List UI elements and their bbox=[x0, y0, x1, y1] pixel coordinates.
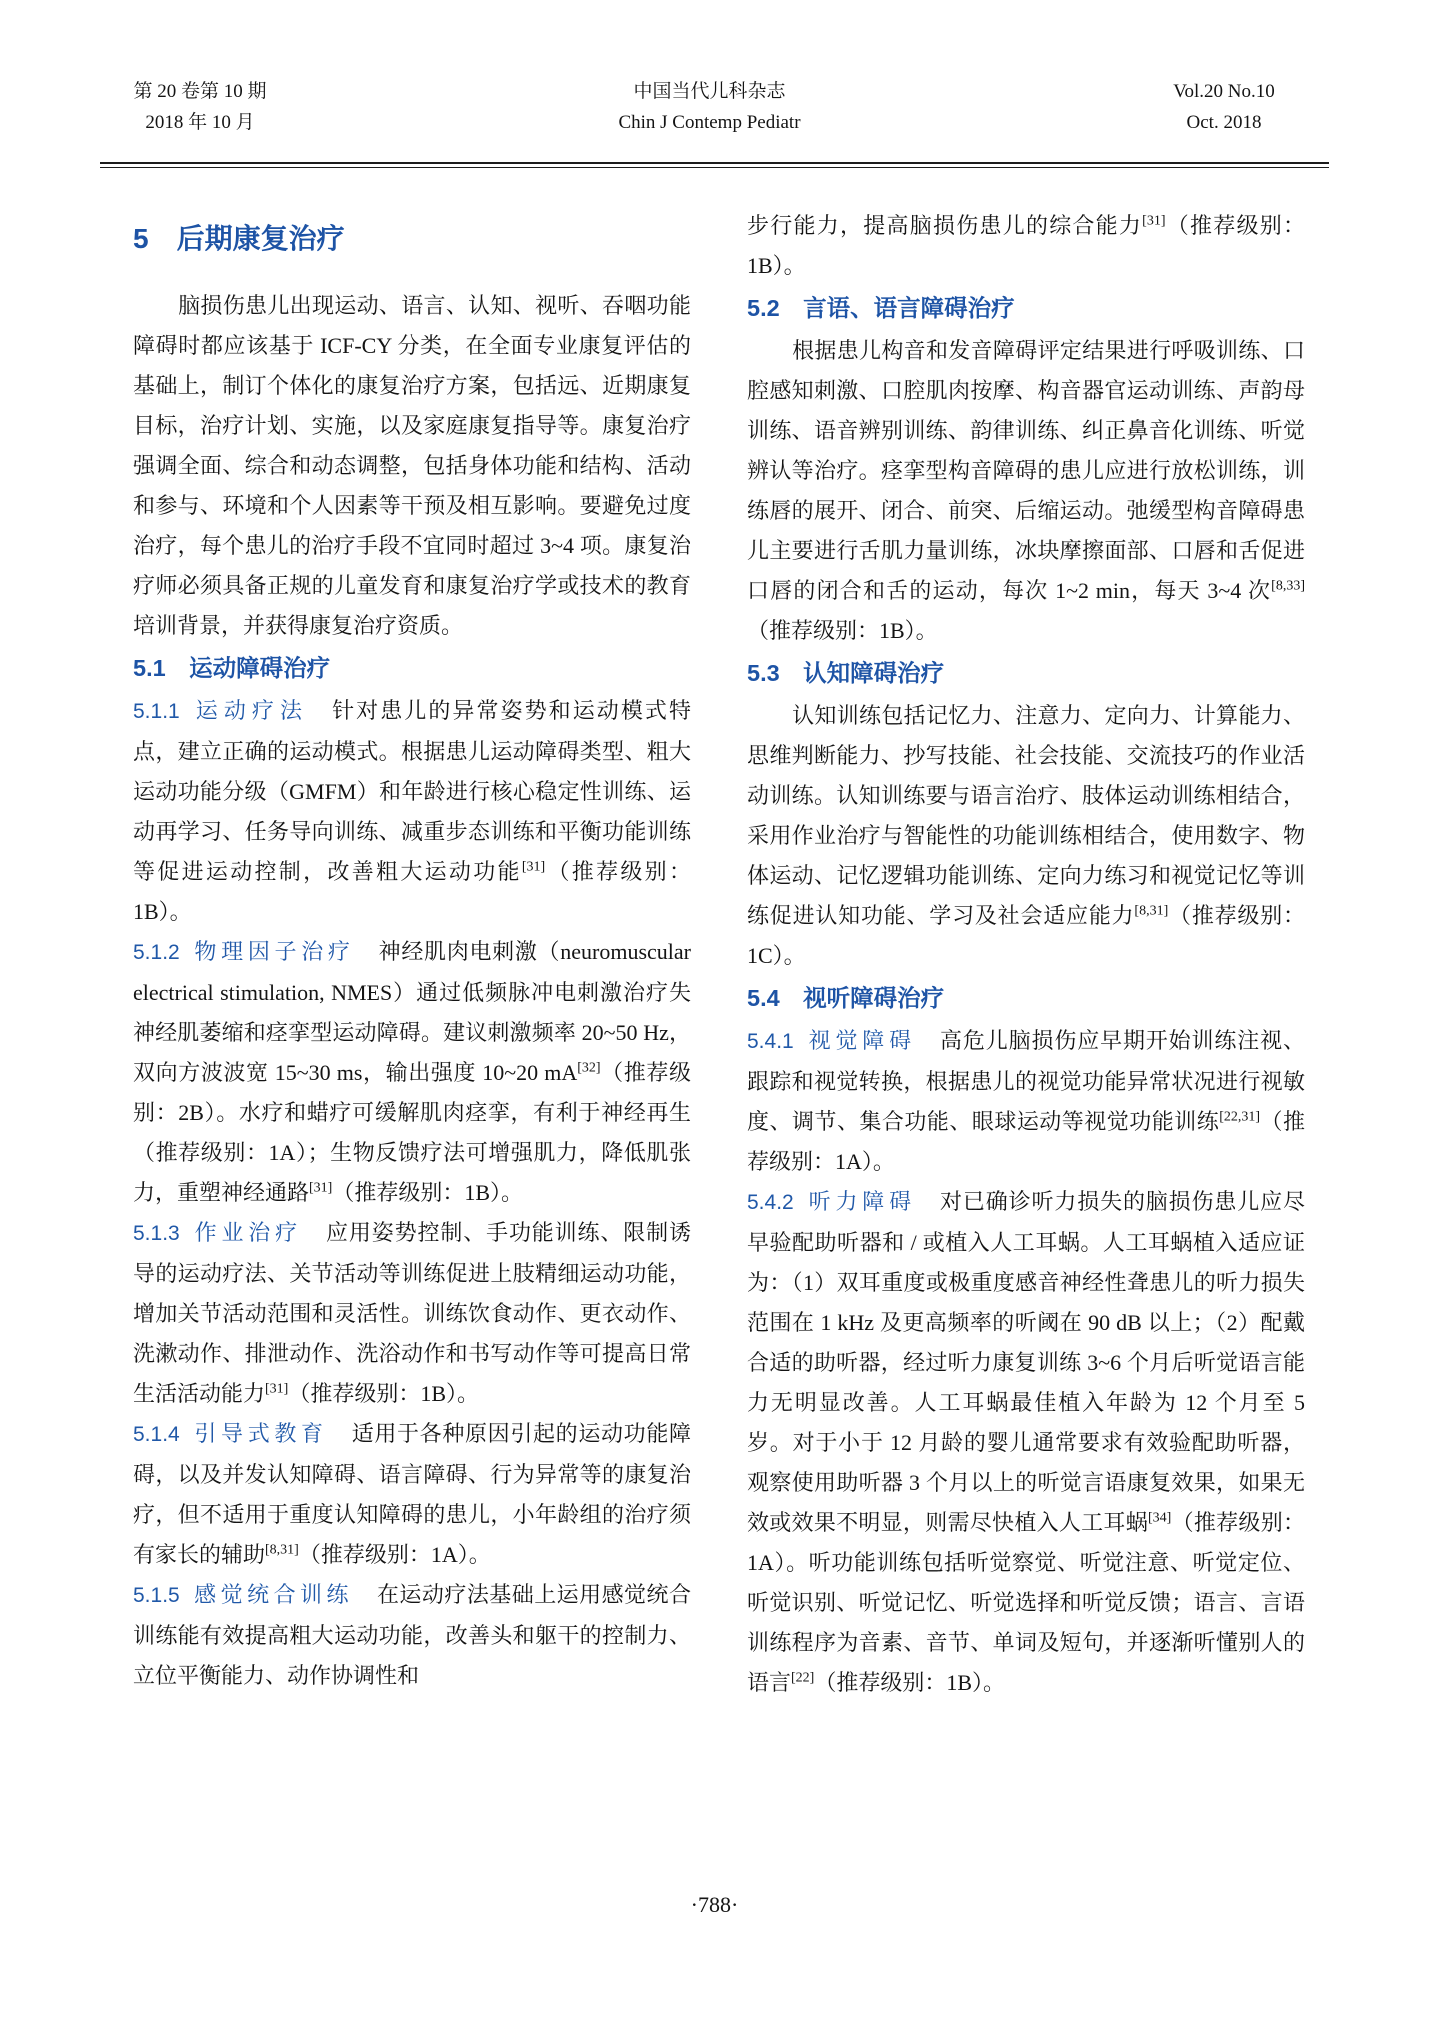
section-5-4-title: 5.4 视听障碍治疗 bbox=[747, 985, 945, 1011]
section-5-2-title: 5.2 言语、语言障碍治疗 bbox=[747, 295, 1015, 321]
header-volume-en: Vol.20 No.10 bbox=[1173, 81, 1275, 102]
section-5-1-2-paragraph: 5.1.2 物理因子治疗 神经肌肉电刺激（neuromuscular electrical stimulation, NMES）通过低频脉冲电刺激治疗失神经肌萎缩和痉挛型运动障碍。建议刺激频率 20~50 Hz，双向方波波宽 15~30 ms，输出强度 10~20 mA[32]（推荐级别：2B）。水疗和蜡疗可缓解肌肉痉挛，有利于神经再生（推荐级别：1A）；生物反馈疗法可增强肌力，降低肌张力，重塑神经通路[31]（推荐级别：1B）。 bbox=[133, 939, 691, 1205]
header-divider-rule bbox=[100, 162, 1329, 168]
header-journal-title-en: Chin J Contemp Pediatr bbox=[618, 112, 801, 133]
section-5-3-title: 5.3 认知障碍治疗 bbox=[747, 660, 945, 686]
section-5-3-paragraph: 认知训练包括记忆力、注意力、定向力、计算能力、思维判断能力、抄写技能、社会技能、交流技巧的作业活动训练。认知训练要与语言治疗、肢体运动训练相结合，采用作业治疗与智能性的功能训练相结合，使用数字、物体运动、记忆逻辑功能训练、定向力练习和视觉记忆等训练促进认知功能、学习及社会适应能力[8,31]（推荐级别：1C）。 bbox=[747, 703, 1305, 968]
section-5-intro-paragraph: 脑损伤患儿出现运动、语言、认知、视听、吞咽功能障碍时都应该基于 ICF-CY 分类，在全面专业康复评估的基础上，制订个体化的康复治疗方案，包括远、近期康复目标，治疗计划、实施，以及家庭康复指导等。康复治疗强调全面、综合和动态调整，包括身体功能和结构、活动和参与、环境和个人因素等干预及相互影响。要避免过度治疗，每个患儿的治疗手段不宜同时超过 3~4 项。康复治疗师必须具备正规的儿童发育和康复治疗学或技术的教育培训背景，并获得康复治疗资质。 bbox=[133, 293, 691, 638]
header-volume-block-en bbox=[1119, 76, 1329, 138]
page-number: ·788· bbox=[690, 1892, 739, 1917]
left-column bbox=[133, 206, 691, 1696]
header-volume-issue: 第 20 卷第 10 期 bbox=[133, 81, 267, 102]
section-5-1-4-paragraph: 5.1.4 引导式教育 适用于各种原因引起的运动功能障碍，以及并发认知障碍、语言障碍、行为异常等的康复治疗，但不适用于重度认知障碍的患儿，小年龄组的治疗须有家长的辅助[8,31]（推荐级别：1A）。 bbox=[133, 1421, 691, 1567]
section-5-1-5-paragraph: 5.1.5 感觉统合训练 在运动疗法基础上运用感觉统合训练能有效提高粗大运动功能，改善头和躯干的控制力、立位平衡能力、动作协调性和 bbox=[133, 1582, 691, 1688]
header-journal-block bbox=[618, 76, 800, 138]
section-5-1-title: 5.1 运动障碍治疗 bbox=[133, 655, 331, 681]
section-5-2-paragraph: 根据患儿构音和发音障碍评定结果进行呼吸训练、口腔感知刺激、口腔肌肉按摩、构音器官运动训练、声韵母训练、语音辨别训练、韵律训练、纠正鼻音化训练、听觉辨认等治疗。痉挛型构音障碍的患儿应进行放松训练，训练唇的展开、闭合、前突、后缩运动。弛缓型构音障碍患儿主要进行舌肌力量训练，冰块摩擦面部、口唇和舌促进口唇的闭合和舌的运动，每次 1~2 min，每天 3~4 次[8,33]（推荐级别：1B）。 bbox=[747, 338, 1305, 643]
section-5-1-1-paragraph: 5.1.1 运动疗法 针对患儿的异常姿势和运动模式特点，建立正确的运动模式。根据患儿运动障碍类型、粗大运动功能分级（GMFM）和年龄进行核心稳定性训练、运动再学习、任务导向训练、减重步态训练和平衡功能训练等促进运动控制，改善粗大运动功能[31]（推荐级别：1B）。 bbox=[133, 698, 691, 924]
header-issue-block bbox=[100, 76, 300, 138]
section-5-4-1-paragraph: 5.4.1 视觉障碍 高危儿脑损伤应早期开始训练注视、跟踪和视觉转换，根据患儿的视觉功能异常状况进行视敏度、调节、集合功能、眼球运动等视觉功能训练[22,31]（推荐级别：1A）。 bbox=[747, 1028, 1305, 1174]
header-date-cn: 2018 年 10 月 bbox=[145, 112, 255, 133]
header-date-en: Oct. 2018 bbox=[1186, 112, 1262, 133]
right-column bbox=[747, 206, 1305, 1703]
section-5-1-3-paragraph: 5.1.3 作业治疗 应用姿势控制、手功能训练、限制诱导的运动疗法、关节活动等训练促进上肢精细运动功能，增加关节活动范围和灵活性。训练饮食动作、更衣动作、洗漱动作、排泄动作、洗浴动作和书写动作等可提高日常生活活动能力[31]（推荐级别：1B）。 bbox=[133, 1220, 691, 1406]
section-5-4-2-paragraph: 5.4.2 听力障碍 对已确诊听力损失的脑损伤患儿应尽早验配助听器和 / 或植入人工耳蜗。人工耳蜗植入适应证为：（1）双耳重度或极重度感音神经性聋患儿的听力损失范围在 1 kHz 及更高频率的听阈在 90 dB 以上；（2）配戴合适的助听器，经过听力康复训练 3~6 个月后听觉语言能力无明显改善。人工耳蜗最佳植入年龄为 12 个月至 5 岁。对于小于 12 月龄的婴儿通常要求有效验配助听器，观察使用助听器 3 个月以上的听觉言语康复效果，如果无效或效果不明显，则需尽快植入人工耳蜗[34]（推荐级别：1A）。听功能训练包括听觉察觉、听觉注意、听觉定位、听觉识别、听觉记忆、听觉选择和听觉反馈；语言、言语训练程序为音素、音节、单词及短句，并逐渐听懂别人的语言[22]（推荐级别：1B）。 bbox=[747, 1189, 1305, 1695]
section-5-title: 5 后期康复治疗 bbox=[133, 223, 345, 254]
section-5-1-5-continuation-paragraph: 步行能力，提高脑损伤患儿的综合能力[31]（推荐级别：1B）。 bbox=[747, 213, 1305, 278]
header-journal-title-cn: 中国当代儿科杂志 bbox=[633, 81, 786, 102]
running-head bbox=[100, 76, 1329, 138]
